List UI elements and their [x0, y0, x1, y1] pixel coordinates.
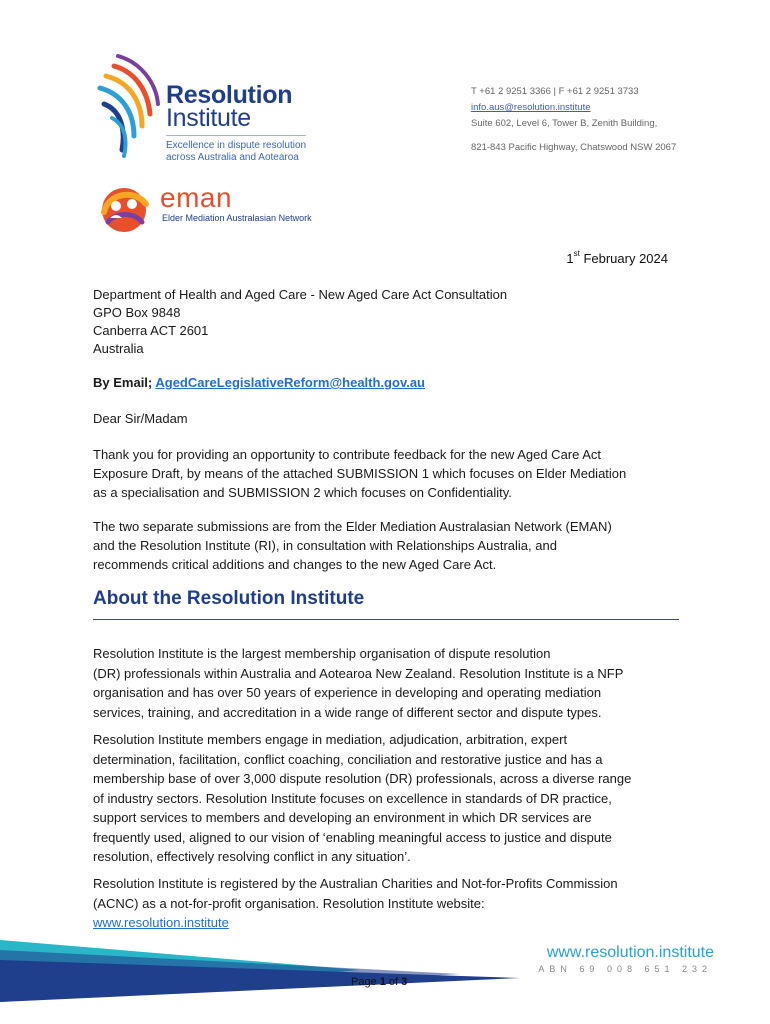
by-email-label: By Email; [93, 375, 156, 390]
contact-phone: T +61 2 9251 3366 | F +61 2 9251 3733 [471, 86, 639, 97]
contact-email-link[interactable]: info.aus@resolution.institute [471, 102, 591, 113]
text-line: support services to members and developing an environment in which DR services are [93, 810, 592, 825]
ri-name-line2: Institute [166, 104, 251, 132]
about-paragraph-2 [93, 730, 683, 867]
text-line: frequently used, aligned to our vision of ‘enabling meaningful access to justice and dispute [93, 829, 612, 845]
recipient-line: Australia [93, 341, 144, 356]
footer-website: www.resolution.institute [546, 944, 714, 961]
eman-wordmark: eman [160, 182, 233, 213]
contact-address-line1: Suite 602, Level 6, Tower B, Zenith Building, [471, 118, 658, 129]
text-line: Thank you for providing an opportunity to contribute feedback for the new Aged Care Act [93, 447, 602, 462]
ri-divider [166, 135, 306, 136]
eman-subtitle: Elder Mediation Australasian Network [162, 213, 312, 223]
heading-divider [93, 619, 679, 620]
recipient-address [93, 286, 507, 358]
text-line: recommends critical additions and changes to the new Aged Care Act. [93, 557, 497, 572]
about-paragraph-3 [93, 874, 683, 933]
text-line: determination, facilitation, conflict coaching, conciliation and restorative justice and has a [93, 751, 603, 767]
ri-tagline-line2: across Australia and Aotearoa [166, 152, 299, 163]
text-line: membership base of over 3,000 dispute resolution (DR) professionals, across a diverse range [93, 771, 632, 786]
submissions-paragraph [93, 517, 683, 574]
page-prefix: Page [351, 976, 380, 988]
salutation: Dear Sir/Madam [93, 411, 188, 426]
text-line: organisation and has over 50 years of experience in developing and operating mediation [93, 685, 602, 700]
recipient-line: Department of Health and Aged Care - New Aged Care Act Consultation [93, 287, 508, 302]
text-line: (DR) professionals within Australia and Aotearoa New Zealand. Resolution Institute is a NFP [93, 665, 624, 681]
ri-wordmark [166, 81, 293, 132]
text-line: Resolution Institute is registered by the Australian Charities and Not-for-Profits Commission [93, 876, 618, 891]
date-day: 1 [566, 251, 574, 266]
section-heading: About the Resolution Institute [93, 588, 365, 609]
text-line: of industry sectors. Resolution Institute focuses on excellence in standards of DR practice, [93, 790, 612, 806]
eman-logo [94, 182, 324, 236]
text-line: and the Resolution Institute (RI), in consultation with Relationships Australia, and [93, 538, 557, 553]
text-line: (ACNC) as a not-for-profit organisation. Resolution Institute website: [93, 895, 485, 911]
text-line: Exposure Draft, by means of the attached SUBMISSION 1 which focuses on Elder Mediation [93, 466, 627, 481]
website-link[interactable]: www.resolution.institute [93, 915, 229, 930]
about-paragraph-1 [93, 644, 683, 722]
text-line: services, training, and accreditation in a wide range of different sector and dispute types. [93, 704, 602, 720]
ri-swirl-icon [96, 52, 168, 162]
footer-wave-graphic [0, 932, 520, 1002]
letter-date [566, 251, 668, 266]
text-line: The two separate submissions are from the Elder Mediation Australasian Network (EMAN) [93, 519, 612, 534]
date-suffix: st [573, 249, 580, 258]
recipient-line: GPO Box 9848 [93, 305, 181, 320]
page-of: of [385, 976, 402, 988]
ri-tagline-line1: Excellence in dispute resolution [166, 140, 307, 151]
recipient-email-link[interactable]: AgedCareLegislativeReform@health.gov.au [155, 375, 425, 390]
by-email-line [93, 375, 425, 390]
ri-tagline [166, 140, 306, 164]
date-month-year: February 2024 [579, 251, 668, 266]
eman-figures-icon [94, 182, 154, 234]
page-total: 3 [401, 976, 408, 988]
footer-abn: ABN 69 008 651 232 [538, 964, 712, 974]
contact-details [471, 84, 676, 156]
text-line: Resolution Institute is the largest membership organisation of dispute resolution [93, 646, 551, 661]
text-line: Resolution Institute members engage in mediation, adjudication, arbitration, expert [93, 732, 568, 747]
recipient-line: Canberra ACT 2601 [93, 323, 209, 338]
text-line: resolution, effectively resolving conflict in any situation’. [93, 849, 411, 864]
page-number [351, 976, 407, 988]
ri-name-line1: Resolution [166, 81, 293, 109]
resolution-institute-logo [96, 52, 326, 170]
intro-paragraph [93, 445, 683, 502]
contact-address-line2: 821-843 Pacific Highway, Chatswood NSW 2067 [471, 142, 677, 153]
page-current: 1 [379, 976, 386, 988]
text-line: as a specialisation and SUBMISSION 2 which focuses on Confidentiality. [93, 485, 512, 500]
